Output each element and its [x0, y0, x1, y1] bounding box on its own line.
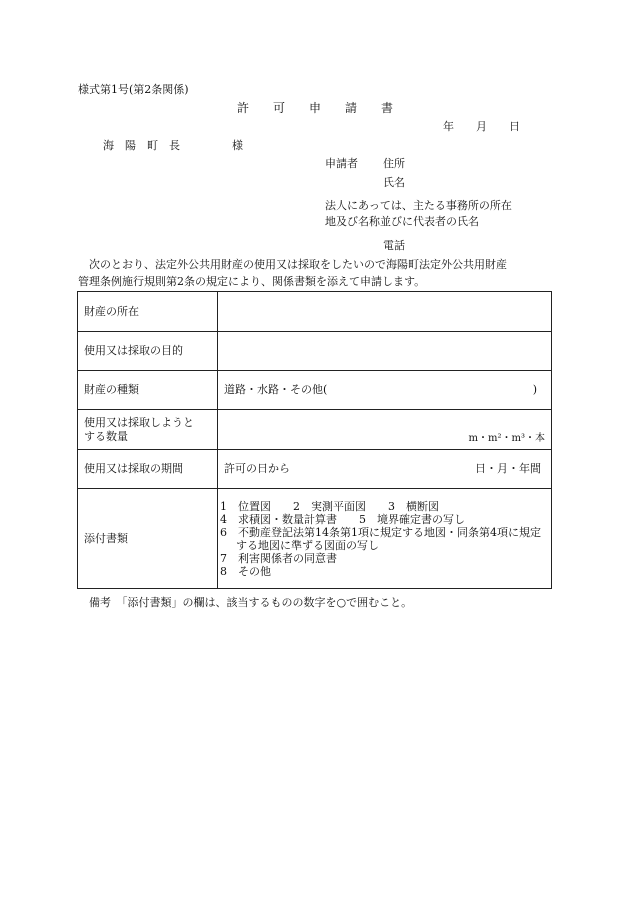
- date-line: 年 月 日: [443, 120, 520, 133]
- quantity-label-line-2: する数量: [84, 429, 128, 443]
- addressee-honorific: 様: [232, 139, 243, 152]
- period-label: 使用又は採取の期間: [78, 450, 218, 489]
- attachment-item[interactable]: 7 利害関係者の同意書: [220, 551, 337, 565]
- attachment-item-continuation: する地図に準ずる図面の写し: [236, 538, 379, 552]
- form-number: 様式第1号(第2条関係): [78, 83, 189, 96]
- location-value[interactable]: [218, 292, 552, 332]
- body-text-line-1: 次のとおり、法定外公共用財産の使用又は採取をしたいので海陽町法定外公共用財産: [89, 258, 507, 271]
- attachment-item[interactable]: 4 求積図・数量計算書 5 境界確定書の写し: [220, 512, 465, 526]
- page-title: 許 可 申 請 書: [237, 101, 394, 115]
- type-value-cell[interactable]: [218, 371, 552, 410]
- row-attachments: [78, 489, 552, 589]
- row-period: [78, 450, 552, 489]
- applicant-label: 申請者: [325, 157, 358, 170]
- attachment-item[interactable]: 8 その他: [220, 564, 271, 578]
- period-value: 許可の日から: [224, 462, 290, 475]
- corporate-note-2: 地及び名称並びに代表者の氏名: [325, 215, 479, 228]
- period-unit: 日・月・年間: [475, 462, 541, 475]
- remarks: 備考 「添付書類」の欄は、該当するものの数字を○で囲むこと。: [89, 596, 413, 609]
- body-text-line-2: 管理条例施行規則第2条の規定により、関係書類を添えて申請します。: [78, 275, 426, 288]
- attachment-item[interactable]: 6 不動産登記法第14条第1項に規定する地図・同条第4項に規定: [220, 525, 541, 539]
- row-purpose: [78, 332, 552, 371]
- row-location: [78, 292, 552, 332]
- quantity-label-line-1: 使用又は採取しようと: [84, 415, 194, 429]
- applicant-name-label: 氏名: [383, 176, 405, 189]
- period-value-cell[interactable]: [218, 450, 552, 489]
- type-label: 財産の種類: [78, 371, 218, 410]
- application-table: [77, 291, 552, 589]
- location-label: 財産の所在: [78, 292, 218, 332]
- corporate-note-1: 法人にあっては、主たる事務所の所在: [325, 199, 512, 212]
- row-quantity: [78, 410, 552, 450]
- attachments-list: [218, 489, 552, 589]
- quantity-value-cell[interactable]: [218, 410, 552, 450]
- applicant-address-label: 住所: [383, 157, 405, 170]
- row-type: [78, 371, 552, 410]
- purpose-label: 使用又は採取の目的: [78, 332, 218, 371]
- quantity-unit: m・m²・m³・本: [468, 433, 545, 444]
- quantity-label: [78, 410, 218, 450]
- purpose-value[interactable]: [218, 332, 552, 371]
- attachments-label: 添付書類: [78, 489, 218, 589]
- attachment-item[interactable]: 1 位置図 2 実測平面図 3 横断図: [220, 499, 439, 513]
- type-close: ): [532, 383, 537, 396]
- applicant-phone-label: 電話: [383, 239, 405, 252]
- type-value: 道路・水路・その他(: [224, 383, 328, 396]
- addressee-mayor: 海 陽 町 長: [103, 139, 180, 152]
